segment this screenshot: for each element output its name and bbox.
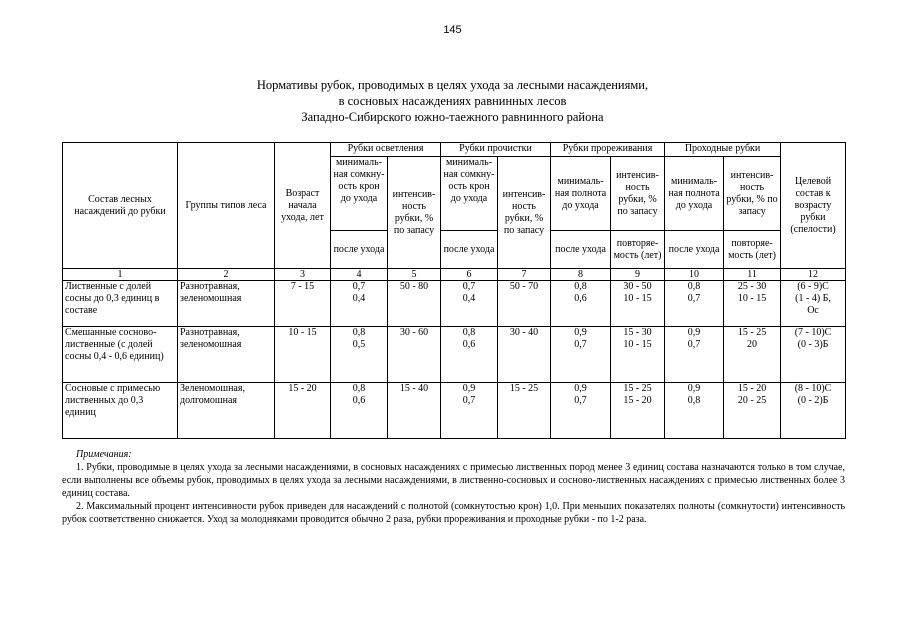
value-before: 0,8 bbox=[352, 383, 366, 394]
value-after: 0,5 bbox=[352, 339, 366, 350]
table-row bbox=[63, 327, 846, 383]
value-repeat: 10 - 15 bbox=[623, 293, 652, 304]
value-before: 0,7 bbox=[352, 281, 366, 292]
column-number: 10 bbox=[665, 269, 724, 281]
column-number: 4 bbox=[331, 269, 388, 281]
cell-intensity-light: 30 - 60 bbox=[388, 327, 441, 383]
cell-intensity-light: 50 - 80 bbox=[388, 281, 441, 327]
value-after: 0,6 bbox=[352, 395, 366, 406]
notes-heading: Примечания: bbox=[76, 449, 132, 460]
cell-forest-types: Зеленомошная, долгомошная bbox=[178, 383, 275, 439]
cell-min-closure-light bbox=[331, 281, 388, 327]
cell-composition: Сосновые с примесью лиственных до 0,3 единиц bbox=[63, 383, 178, 439]
cell-intensity-pass bbox=[724, 281, 781, 327]
target-line: (8 - 10)С bbox=[794, 383, 832, 394]
target-line: (7 - 10)С bbox=[794, 327, 832, 338]
value-after: 0,7 bbox=[687, 339, 701, 350]
cell-min-closure-clean bbox=[441, 383, 498, 439]
value-after: 0,6 bbox=[462, 339, 476, 350]
column-number: 1 bbox=[63, 269, 178, 281]
cell-min-closure-clean bbox=[441, 281, 498, 327]
header-forest-types: Группы типов леса bbox=[178, 143, 275, 269]
value-before: 0,8 bbox=[462, 327, 476, 338]
cell-density-pass bbox=[665, 383, 724, 439]
cell-forest-types: Разнотравная, зеленомошная bbox=[178, 327, 275, 383]
norms-table bbox=[62, 142, 846, 439]
column-number: 11 bbox=[724, 269, 781, 281]
value-before: 0,8 bbox=[352, 327, 366, 338]
target-line: (1 - 4) Б, bbox=[795, 293, 831, 304]
value-before: 0,8 bbox=[574, 281, 587, 292]
target-line: (0 - 3)Б bbox=[797, 339, 829, 350]
header-after-care: после ухода bbox=[551, 231, 611, 269]
header-target-composition: Целевой состав к возрасту рубки (спелости) bbox=[781, 143, 846, 269]
header-after-care: после ухода bbox=[441, 231, 498, 269]
header-after-care: после ухода bbox=[331, 231, 388, 269]
table-row bbox=[63, 281, 846, 327]
header-intensity-stock: интенсив-ность рубки, % по запасу bbox=[724, 157, 781, 231]
value-before: 0,9 bbox=[462, 383, 476, 394]
value-intensity: 15 - 25 bbox=[623, 383, 652, 394]
value-repeat: 20 bbox=[747, 339, 758, 350]
value-intensity: 15 - 25 bbox=[737, 327, 767, 338]
value-before: 0,9 bbox=[574, 383, 587, 394]
target-line: Ос bbox=[807, 305, 819, 316]
value-after: 0,8 bbox=[687, 395, 701, 406]
header-repeat: повторяе-мость (лет) bbox=[611, 231, 665, 269]
header-min-density: минималь-ная полнота до ухода bbox=[665, 157, 724, 231]
cell-intensity-light: 15 - 40 bbox=[388, 383, 441, 439]
header-intensity-pct: интенсив-ность рубки, % по запасу bbox=[498, 157, 551, 269]
cell-start-age: 15 - 20 bbox=[275, 383, 331, 439]
title-line-3: Западно-Сибирского южно-таежного равнинного района bbox=[301, 110, 604, 124]
cell-composition: Лиственные с долей сосны до 0,3 единиц в составе bbox=[63, 281, 178, 327]
cell-intensity-clean: 15 - 25 bbox=[498, 383, 551, 439]
cell-forest-types: Разнотравная, зеленомошная bbox=[178, 281, 275, 327]
cell-density-pass bbox=[665, 281, 724, 327]
header-group-thinning: Рубки прореживания bbox=[551, 143, 665, 157]
note-2: 2. Максимальный процент интенсивности рубок приведен для насаждений с полнотой (сомкнутостью крон) 1,0. При меньших показателях полноты (сомкнутости) интенсивность рубок соответственно снижается. Уход за молодняками проводится обычно 2 раза, рубки прореживания и проходные рубки - по 1-2 раза. bbox=[62, 501, 845, 525]
header-group-lightening: Рубки осветления bbox=[331, 143, 441, 157]
header-start-age: Возраст начала ухода, лет bbox=[275, 143, 331, 269]
notes-section bbox=[62, 448, 845, 526]
value-intensity: 30 - 50 bbox=[623, 281, 652, 292]
cell-intensity-pass bbox=[724, 327, 781, 383]
cell-intensity-clean: 50 - 70 bbox=[498, 281, 551, 327]
cell-intensity-thin bbox=[611, 281, 665, 327]
cell-target-composition bbox=[781, 383, 846, 439]
header-group-cleaning: Рубки прочистки bbox=[441, 143, 551, 157]
page-number: 145 bbox=[443, 24, 462, 36]
cell-composition: Смешанные сосново-лиственные (с долей сосны 0,4 - 0,6 единиц) bbox=[63, 327, 178, 383]
cell-min-closure-light bbox=[331, 327, 388, 383]
cell-density-thin bbox=[551, 327, 611, 383]
column-number: 3 bbox=[275, 269, 331, 281]
header-composition: Состав лесных насаждений до рубки bbox=[63, 143, 178, 269]
value-intensity: 25 - 30 bbox=[737, 281, 767, 292]
value-after: 0,4 bbox=[352, 293, 366, 304]
value-repeat: 10 - 15 bbox=[623, 339, 652, 350]
header-repeat: повторяе-мость (лет) bbox=[724, 231, 781, 269]
value-repeat: 20 - 25 bbox=[737, 395, 767, 406]
cell-start-age: 7 - 15 bbox=[275, 281, 331, 327]
value-intensity: 15 - 30 bbox=[623, 327, 652, 338]
cell-min-closure-clean bbox=[441, 327, 498, 383]
title-line-1: Нормативы рубок, проводимых в целях ухода за лесными насаждениями, bbox=[256, 78, 649, 92]
value-after: 0,7 bbox=[574, 395, 587, 406]
column-number: 8 bbox=[551, 269, 611, 281]
value-after: 0,6 bbox=[574, 293, 587, 304]
cell-target-composition bbox=[781, 327, 846, 383]
cell-intensity-thin bbox=[611, 383, 665, 439]
title-line-2: в сосновых насаждениях равнинных лесов bbox=[338, 94, 567, 108]
column-number: 12 bbox=[781, 269, 846, 281]
header-group-passage: Проходные рубки bbox=[665, 143, 781, 157]
cell-density-thin bbox=[551, 383, 611, 439]
value-after: 0,7 bbox=[687, 293, 701, 304]
note-1: 1. Рубки, проводимые в целях ухода за лесными насаждениями, в сосновых насаждениях с примесью лиственных пород менее 3 единиц состава назначаются только в том случае, если выполнены все объемы рубок, проводимых в целях ухода за лесными насаждениями, в лиственно-сосновых и сосново-лиственных насаждениях с примесью лиственных более 3 единиц состава. bbox=[62, 462, 845, 499]
target-line: (6 - 9)С bbox=[797, 281, 829, 292]
table-row bbox=[63, 383, 846, 439]
cell-intensity-clean: 30 - 40 bbox=[498, 327, 551, 383]
value-before: 0,9 bbox=[687, 327, 701, 338]
cell-density-pass bbox=[665, 327, 724, 383]
value-before: 0,9 bbox=[574, 327, 587, 338]
header-after-care: после ухода bbox=[665, 231, 724, 269]
header-intensity-stock: интенсив-ность рубки, % по запасу bbox=[611, 157, 665, 231]
target-line: (0 - 2)Б bbox=[797, 395, 829, 406]
value-intensity: 15 - 20 bbox=[737, 383, 767, 394]
cell-min-closure-light bbox=[331, 383, 388, 439]
header-min-closure: минималь-ная сомкну-ость крон до ухода bbox=[441, 157, 498, 231]
value-repeat: 10 - 15 bbox=[737, 293, 767, 304]
cell-intensity-thin bbox=[611, 327, 665, 383]
column-number: 7 bbox=[498, 269, 551, 281]
cell-density-thin bbox=[551, 281, 611, 327]
document-title bbox=[0, 77, 905, 125]
header-intensity-pct: интенсив-ность рубки, % по запасу bbox=[388, 157, 441, 269]
value-before: 0,9 bbox=[687, 383, 701, 394]
column-number: 5 bbox=[388, 269, 441, 281]
value-after: 0,4 bbox=[462, 293, 476, 304]
value-after: 0,7 bbox=[462, 395, 476, 406]
cell-start-age: 10 - 15 bbox=[275, 327, 331, 383]
value-before: 0,8 bbox=[687, 281, 701, 292]
column-number: 9 bbox=[611, 269, 665, 281]
cell-intensity-pass bbox=[724, 383, 781, 439]
value-after: 0,7 bbox=[574, 339, 587, 350]
value-repeat: 15 - 20 bbox=[623, 395, 652, 406]
cell-target-composition bbox=[781, 281, 846, 327]
column-number: 6 bbox=[441, 269, 498, 281]
value-before: 0,7 bbox=[462, 281, 476, 292]
header-min-closure: минималь-ная сомкну-ость крон до ухода bbox=[331, 157, 388, 231]
header-min-density: минималь-ная полнота до ухода bbox=[551, 157, 611, 231]
column-number: 2 bbox=[178, 269, 275, 281]
